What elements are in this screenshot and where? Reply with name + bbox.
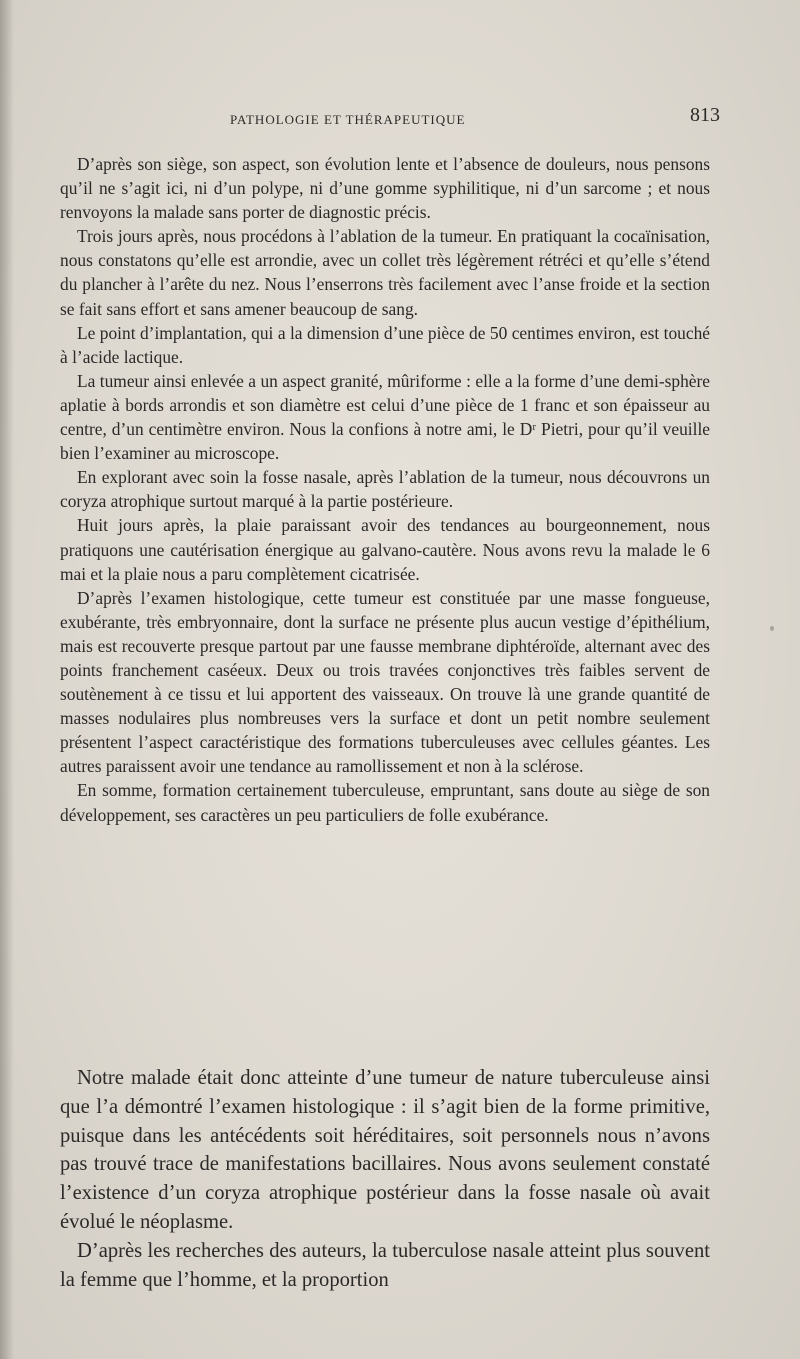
paragraph: D’après les recherches des auteurs, la tuberculose nasale atteint plus souvent la femme que l’homme, et la proportion	[60, 1239, 710, 1291]
paragraph: En somme, formation certainement tuberculeuse, empruntant, sans doute au siège de son développement, ses caractères un peu particuliers de folle exubérance.	[60, 780, 710, 825]
paragraph: Huit jours après, la plaie paraissant avoir des tendances au bourgeonnement, nous pratiquons une cautérisation énergique au galvano-cautère. Nous avons revu la malade le 6 mai et la plaie nous a paru complètement cicatrisée.	[60, 515, 710, 584]
paragraph: La tumeur ainsi enlevée a un aspect granité, mûriforme : elle a la forme d’une demi-sphère aplatie à bords arrondis et son diamètre est celui d’une pièce de 1 franc et son épaisseur au centre, d’un centimètre environ. Nous la confions à notre ami, le Dʳ Pietri, pour qu’il veuille bien l’examiner au microscope.	[60, 370, 710, 464]
page-number: 813	[690, 104, 720, 126]
paragraph: En explorant avec soin la fosse nasale, après l’ablation de la tumeur, nous découvrons un coryza atrophique surtout marqué à la partie postérieure.	[60, 467, 710, 512]
running-head: PATHOLOGIE ET THÉRAPEUTIQUE	[230, 112, 466, 127]
paper-speck	[770, 626, 774, 631]
paragraph: Trois jours après, nous procédons à l’ablation de la tumeur. En pratiquant la cocaïnisation, nous constatons qu’elle est arrondie, avec un collet très légèrement rétréci et qu’elle s’étend du plancher à l’arête du nez. Nous l’enserrons très facilement avec l’anse froide et la section se fait sans effort et sans amener beaucoup de sang.	[60, 226, 710, 319]
page-binding-shadow	[0, 0, 14, 1359]
paragraph: D’après l’examen histologique, cette tumeur est constituée par une masse fongueuse, exubérante, très embryonnaire, dont la surface ne présente plus aucun vestige d’épithélium, mais est recouverte presque partout par une fausse membrane diphtéroïde, alternant avec des points franchement caséeux. Deux ou trois travées conjonctives très faibles servent de soutènement à ce tissu et lui apportent des vaisseaux. On trouve là une grande quantité de masses nodulaires plus nombreuses vers la surface et dont un petit nombre seulement présentent l’aspect caractéristique des formations tuberculeuses avec cellules géantes. Les autres paraissent avoir une tendance au ramollissement et non à la sclérose.	[60, 587, 710, 777]
paragraph: Le point d’implantation, qui a la dimension d’une pièce de 50 centimes environ, est touché à l’acide lactique.	[60, 322, 710, 367]
body-text-block	[60, 152, 710, 827]
paragraph: D’après son siège, son aspect, son évolution lente et l’absence de douleurs, nous pensons qu’il ne s’agit ici, ni d’un polype, ni d’une gomme syphilitique, ni d’un sarcome ; et nous renvoyons la malade sans porter de diagnostic précis.	[60, 154, 710, 223]
page-header	[230, 96, 720, 136]
paragraph: Notre malade était donc atteinte d’une tumeur de nature tuberculeuse ainsi que l’a démontré l’examen histologique : il s’agit bien de la forme primitive, puisque dans les antécédents soit héréditaires, soit personnels nous n’avons pas trouvé trace de manifestations bacillaires. Nous avons seulement constaté l’existence d’un coryza atrophique postérieur dans la fosse nasale où avait évolué le néoplasme.	[60, 1067, 710, 1233]
large-text-block	[60, 1064, 710, 1294]
